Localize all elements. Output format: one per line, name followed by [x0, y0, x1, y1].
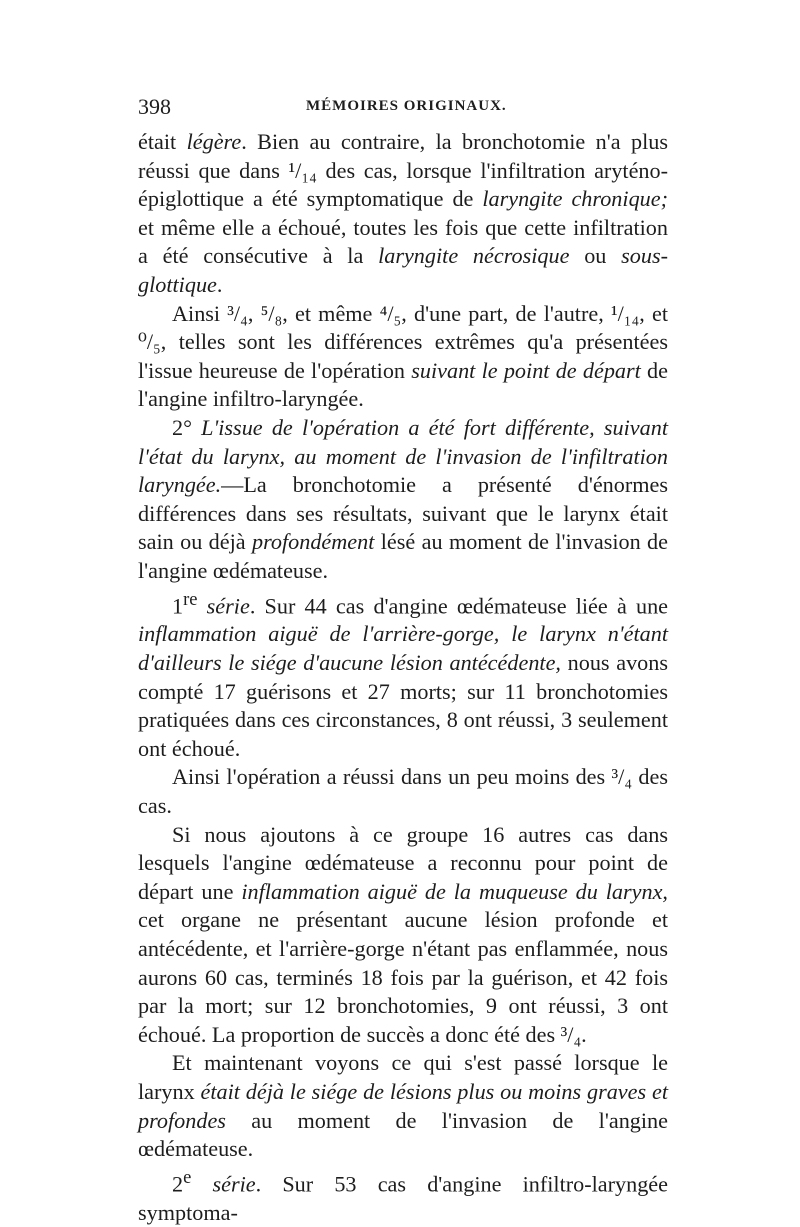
- paragraph: [138, 586, 668, 764]
- text-run: et même elle a échoué, toutes les fois que cette infiltration a été consécutive à la: [138, 214, 668, 269]
- text-run: 1: [172, 592, 184, 618]
- paragraph: [138, 821, 668, 1050]
- superscript: re: [183, 589, 198, 610]
- italic-text: L'issue de l'opération a été fort différente, suivant l'état du larynx, au moment de l'invasion de l'infiltration laryngée.: [138, 414, 668, 498]
- text-run: —La bronchotomie a présenté d'énormes différences dans ses résultats, suivant que le larynx était sain ou déjà: [138, 472, 668, 555]
- page-header: [138, 94, 668, 124]
- text-run: cet organe ne présentant aucune lésion profonde et antécédente, et l'arrière-gorge n'étant pas enflammée, nous aurons 60 cas, terminés 18 fois par la guérison, et 42 fois par la mort; sur 12 bronchotomies, 9 ont réussi, 3 ont échoué. La proportion de succès a donc été des ³/₄.: [138, 907, 668, 1047]
- text-run: de l'angine infiltro-laryngée.: [138, 357, 668, 412]
- text-run: Ainsi l'opération a réussi dans un peu moins des ³/₄ des cas.: [138, 764, 668, 819]
- italic-text: inflammation aiguë de l'arrière-gorge, le larynx n'étant d'ailleurs le siége d'aucune lésion antécédente,: [138, 621, 668, 676]
- paragraph: [138, 414, 668, 586]
- italic-text: laryngite chronique;: [482, 186, 668, 212]
- body-text: [138, 128, 668, 1227]
- text-run: Et maintenant voyons ce qui s'est passé lorsque le larynx: [138, 1050, 668, 1104]
- text-run: [197, 593, 206, 618]
- paragraph: [138, 1164, 668, 1227]
- italic-text: profondément: [251, 529, 375, 555]
- italic-text: était déjà le siége de lésions plus ou moins graves et profondes: [138, 1078, 668, 1133]
- text-run: était: [138, 129, 187, 154]
- book-page: [138, 94, 669, 1225]
- text-run: . Sur 53 cas d'angine infiltro-laryngée symptoma-: [138, 1171, 668, 1225]
- text-run: Ainsi ³/₄, ⁵/₈, et même ⁴/₅, d'une part, de l'autre, ¹/₁₄, et ⁰/₅, telles sont les différences extrêmes qu'a présentées l'issue heureuse de l'opération: [138, 300, 668, 383]
- text-run: . Bien au contraire, la bronchotomie n'a plus réussi que dans ¹/₁₄ des cas, lorsque l'infiltration aryténo-épiglottique a été symptomatique de: [138, 129, 668, 212]
- italic-text: laryngite nécrosique: [378, 243, 570, 269]
- italic-text: série: [212, 1171, 256, 1197]
- italic-text: série: [206, 592, 250, 618]
- italic-text: suivant le point de départ: [411, 357, 641, 383]
- text-run: [191, 1171, 212, 1196]
- italic-text: inflammation aiguë de la muqueuse du larynx,: [241, 878, 668, 904]
- text-run: . Sur 44 cas d'angine œdémateuse liée à une: [249, 592, 669, 618]
- text-run: lésé au moment de l'invasion de l'angine œdémateuse.: [138, 529, 668, 583]
- italic-text: légère: [186, 129, 242, 154]
- text-run: ou: [569, 243, 622, 269]
- text-run: nous avons compté 17 guérisons et 27 morts; sur 11 bronchotomies pratiquées dans ces circonstances, 8 ont réussi, 3 seulement ont échoué.: [138, 650, 668, 761]
- paragraph: [138, 128, 668, 300]
- page-number: 398: [138, 94, 171, 119]
- text-run: 2: [172, 1171, 184, 1197]
- text-run: Si nous ajoutons à ce groupe 16 autres cas dans lesquels l'angine œdémateuse a reconnu pour point de départ une: [138, 821, 668, 904]
- running-title: MÉMOIRES ORIGINAUX.: [306, 98, 507, 114]
- paragraph: [138, 1049, 668, 1163]
- text-run: 2°: [172, 414, 202, 440]
- text-run: au moment de l'invasion de l'angine œdémateuse.: [138, 1107, 668, 1162]
- italic-text: sous-glottique: [138, 243, 668, 297]
- paragraph: [138, 300, 668, 414]
- text-run: .: [216, 271, 223, 297]
- paragraph: [138, 763, 668, 820]
- superscript: e: [183, 1167, 192, 1188]
